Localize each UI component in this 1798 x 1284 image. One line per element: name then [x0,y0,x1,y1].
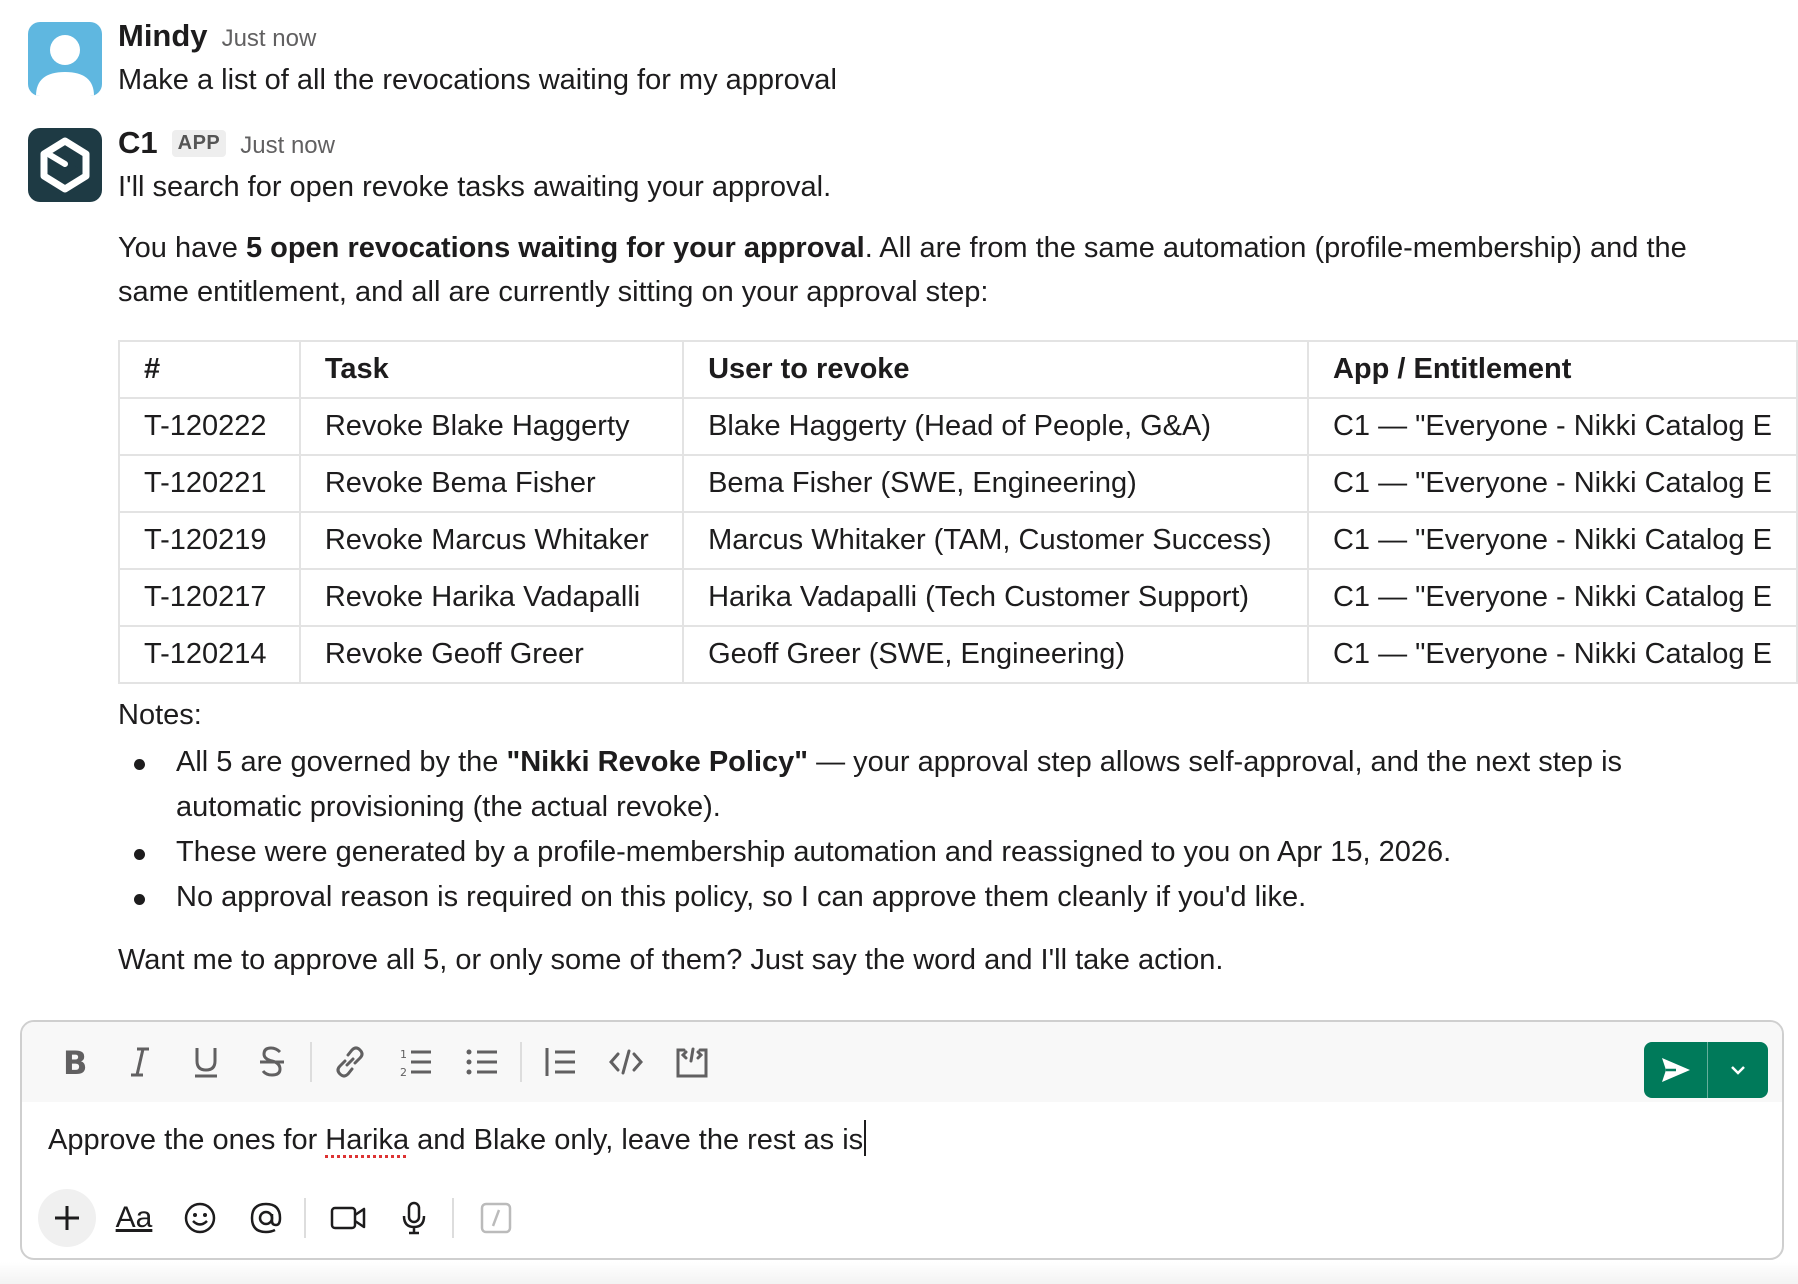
slash-command-icon[interactable] [468,1190,524,1246]
code-icon[interactable] [598,1034,654,1090]
formatting-toggle-button[interactable] [106,1190,162,1246]
misspelled-word[interactable]: Harika [325,1124,410,1156]
table-header-row [119,341,1797,398]
send-icon [1660,1056,1692,1084]
bold-icon[interactable] [46,1034,102,1090]
table-cell: Revoke Harika Vadapalli [300,569,683,626]
note-text: All 5 are governed by the [176,746,507,778]
table-cell: C1 — "Everyone - Nikki Catalog E [1308,626,1797,683]
code-block-icon[interactable] [664,1034,720,1090]
ordered-list-icon[interactable] [388,1034,444,1090]
strikethrough-icon[interactable] [244,1034,300,1090]
video-icon[interactable] [320,1190,376,1246]
link-icon[interactable] [322,1034,378,1090]
format-label: Aa [115,1201,153,1234]
summary-text: . All are from the same automation (profile-membership) and the same entitlement, and all are currently sitting on your approval step: [118,232,1687,308]
table-cell: C1 — "Everyone - Nikki Catalog E [1308,569,1797,626]
notes-list [118,740,1678,920]
closing-text: Want me to approve all 5, or only some of them? Just say the word and I'll take action. [118,944,1224,976]
table-cell: T-120214 [119,626,300,683]
schedule-send-button[interactable] [1708,1042,1768,1098]
table-cell: Blake Haggerty (Head of People, G&A) [683,398,1308,455]
notes-label: Notes: [118,699,202,731]
toolbar-divider [310,1042,312,1082]
bottom-edge [0,1262,1798,1284]
table-row [119,512,1797,569]
svg-text:2: 2 [400,1066,407,1079]
table-cell: Revoke Geoff Greer [300,626,683,683]
table-cell: Revoke Marcus Whitaker [300,512,683,569]
timestamp[interactable]: Just now [221,25,317,52]
message-input[interactable] [48,1118,866,1162]
underline-icon[interactable] [178,1034,234,1090]
text-caret [864,1120,866,1156]
note-text: — your approval step allows self-approval, and the next step is automatic provisioning (the actual revoke). [176,746,1623,823]
message-intro: I'll search for open revoke tasks awaiting your approval. [118,171,832,203]
table-cell: Revoke Blake Haggerty [300,398,683,455]
table-cell: Harika Vadapalli (Tech Customer Support) [683,569,1308,626]
table-cell: Geoff Greer (SWE, Engineering) [683,626,1308,683]
summary-text: You have [118,232,246,264]
emoji-icon[interactable] [172,1190,228,1246]
plus-icon[interactable] [38,1189,96,1247]
app-badge: APP [172,130,227,157]
send-button-group [1644,1042,1768,1098]
table-row [119,455,1797,512]
summary-bold: 5 open revocations waiting for your approval [245,232,865,264]
message-text: Make a list of all the revocations waiting for my approval [118,64,837,96]
table-row [119,398,1797,455]
mention-icon[interactable] [238,1190,294,1246]
table-cell: T-120222 [119,398,300,455]
column-header: # [119,341,300,398]
table-cell: Marcus Whitaker (TAM, Customer Success) [683,512,1308,569]
toolbar-divider [452,1198,454,1238]
message-composer[interactable] [20,1020,1784,1260]
list-item: No approval reason is required on this policy, so I can approve them cleanly if you'd like. [118,875,1678,920]
table-cell: Bema Fisher (SWE, Engineering) [683,455,1308,512]
table-cell: C1 — "Everyone - Nikki Catalog E [1308,512,1797,569]
policy-name: "Nikki Revoke Policy" [506,746,809,778]
svg-text:1: 1 [400,1048,407,1061]
toolbar-divider [520,1042,522,1082]
toolbar-divider [304,1198,306,1238]
table-cell: T-120221 [119,455,300,512]
input-text: and Blake only, leave the rest as is [409,1124,864,1156]
author-name[interactable]: Mindy [118,18,208,53]
table-row [119,569,1797,626]
input-text: Approve the ones for [48,1124,326,1156]
author-name[interactable]: C1 [118,125,158,160]
table-row [119,626,1797,683]
svg-text:B: B [63,1045,88,1079]
revocations-table [118,340,1798,684]
chevron-down-icon [1730,1065,1746,1075]
composer-actions [22,1178,1782,1258]
timestamp[interactable]: Just now [240,132,335,159]
send-button[interactable] [1644,1042,1708,1098]
table-cell: Revoke Bema Fisher [300,455,683,512]
list-item: These were generated by a profile-membership automation and reassigned to you on Apr 15, 2026. [118,830,1678,875]
formatting-toolbar [22,1022,1782,1102]
table-cell: T-120219 [119,512,300,569]
column-header: User to revoke [683,341,1308,398]
bulleted-list-icon[interactable] [454,1034,510,1090]
column-header: Task [300,341,683,398]
list-item [118,740,1678,830]
column-header: App / Entitlement [1308,341,1797,398]
table-cell: C1 — "Everyone - Nikki Catalog E [1308,398,1797,455]
table-cell: T-120217 [119,569,300,626]
italic-icon[interactable] [112,1034,168,1090]
blockquote-icon[interactable] [532,1034,588,1090]
table-cell: C1 — "Everyone - Nikki Catalog E [1308,455,1797,512]
microphone-icon[interactable] [386,1190,442,1246]
